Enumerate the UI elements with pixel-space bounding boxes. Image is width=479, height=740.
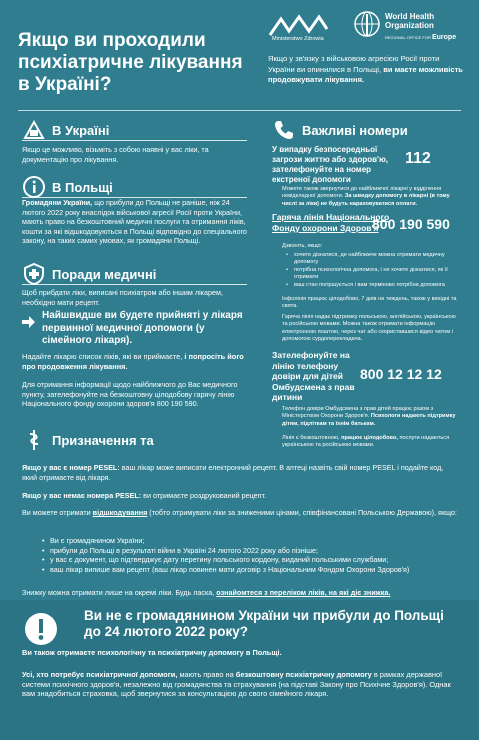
footer-line2-plain: мають право на: [179, 670, 234, 679]
section-in-poland: [22, 175, 113, 199]
in-poland-body: що прибули до Польщі не раніше, ніж 24 лютого 2022 року внаслідок військової агресії Росії проти України, мають право на безкоштовний медичні послуги та отримання ліків, кошти за які відшкодовуються в Польщі відповідно до спеціального закону, на таких самих умовах, як громадяни Польщі.: [22, 198, 247, 246]
section-heading: Призначення та: [52, 432, 154, 448]
who-name: World Health Organization: [385, 12, 435, 30]
refund-list: [40, 536, 460, 574]
logos: [267, 8, 467, 48]
emergency-label: У випадку безпосередньої загрози життю або здоров'ю, зателефонуйте на номер екстреної допомоги: [272, 145, 389, 184]
section-heading: В Україні: [52, 122, 110, 138]
intro: [268, 54, 468, 86]
who-region-name: Europe: [431, 34, 457, 41]
hotline-label: Гаряча лінія Національного Фонду охорони Здоров'я: [272, 212, 390, 233]
footer-line2-rest: в рамках державної системи психічного здоров'я, незалежно від громадянства та страхування (на підставі Закону про Психічне Здоров'я). Однак вам знадобиться страховка, щоб звернутися за консультацією до свого сімейного лікаря.: [22, 670, 451, 699]
hotline-number[interactable]: 800 190 590: [372, 216, 450, 232]
hotline-list: [284, 252, 459, 289]
pharmacy-icon: [22, 428, 46, 452]
ombudsman-hours-rest: послуги надаються українською та російською мовами.: [282, 435, 450, 449]
page-title: Якщо ви проходили психіатричне лікування в Україні?: [18, 30, 243, 95]
who-region: [385, 34, 456, 41]
suitcase-icon: [22, 118, 46, 142]
section-important-numbers: [272, 118, 408, 142]
emergency-note-plain: Можете також звернутися до найближчої лікарні у відділення невідкладної допомоги.: [282, 186, 442, 200]
who-emblem-icon: [353, 10, 381, 38]
ombudsman-hours-bold: працює цілодобово,: [341, 435, 398, 441]
footer-line1: Ви також отримаєте психологічну та психіатричну допомогу в Польщі.: [22, 648, 282, 657]
hotline-intro: Дзвоніть, якщо:: [282, 243, 323, 249]
intro-bold: ви маєте можливість продовжувати лікування.: [268, 64, 463, 84]
footer-line2-bold: Усі, хто потребує психіатричної допомоги,: [22, 670, 178, 679]
ombudsman-hours: [282, 435, 460, 450]
nopesel-body: ви отримаєте роздрукований рецепт.: [143, 491, 267, 500]
in-ukraine-text: Якщо це можливо, візьміть з собою наявні у вас ліки, та документацію про лікування.: [22, 145, 209, 164]
emergency-note: [282, 186, 462, 208]
section-medical-tips: [22, 262, 156, 286]
pesel-bold: Якщо у вас є номер PESEL:: [22, 463, 120, 472]
arrow-right-icon: [20, 314, 36, 330]
step1-plain: Надайте лікарю список ліків, які ви приймаєте,: [22, 352, 183, 361]
ombudsman-hours-plain: Лінія є безкоштовною,: [282, 435, 340, 441]
ombudsman-note-bold: Психологи надають підтримку дітям, підліткам та їхнім батькам.: [282, 413, 456, 427]
list-item: • ваш лікар випише вам рецепт (ваш лікар повинен мати договір з Національним Фондом Охорони Здоров'я): [40, 565, 460, 575]
section-heading: Важливі номери: [302, 122, 408, 138]
footer: [0, 600, 479, 740]
intro-text: Якщо у зв'язку з військовою агресією Росії проти України ви опинилися в Польщі,: [268, 54, 440, 74]
section-in-ukraine: [22, 118, 109, 142]
step1-bold: і попросіть його про продовження лікування.: [22, 352, 244, 371]
ombudsman-note-plain: Телефон довіри Омбудсмена з прав дітей працює разом з Міністерством Охорони Здоров'я.: [282, 406, 434, 420]
refund-bold: відшкодування: [92, 508, 148, 517]
list-item: • потрібна психологічна допомога, і не хочете дізнатися, як її отримати: [284, 267, 459, 282]
hotline-langs: Гаряча лінія надає підтримку польською, англійською, українською та російською мовами. Можна також отримати інформацію електронною поштою, через чат або скориставшися відео чатом і допомогою сурдоперекладача.: [282, 314, 456, 343]
refund-rest: (тобто отримувати ліки за зниженими цінами, співфінансовані Польською Державою), якщо:: [149, 508, 457, 517]
phone-icon: [272, 118, 296, 142]
exclamation-icon: [22, 610, 60, 648]
list-item: • у вас є документ, що підтверджує дату перетину польського кордону, виданий польськими службами;: [40, 555, 460, 565]
list-item: • хочете дізнатися, де найближче можна отримати медичну допомогу: [284, 252, 459, 267]
footer-line2-bold2: безкоштовну психіатричну допомогу: [235, 670, 372, 679]
step1-text: [22, 352, 247, 371]
header: [0, 0, 479, 112]
section-heading: В Польщі: [52, 179, 113, 195]
divider: [22, 140, 247, 141]
divider: [18, 110, 461, 111]
ombudsman-note: [282, 406, 460, 428]
discount-text: [22, 588, 472, 598]
divider: [22, 284, 247, 285]
nopesel-bold: Якщо у вас немає номера PESEL:: [22, 491, 142, 500]
step2-text: Для отримання інформації щодо найближчого до Вас медичного пункту, зателефонуйте на безкоштовну цілодобову гарячу лінію Національного фонду охорони здоров'я 800 190 590.: [22, 380, 238, 409]
list-item: • прибули до Польщі в результаті війни в Україні 24 лютого 2022 року або пізніше;: [40, 546, 460, 556]
emergency-number[interactable]: 112: [405, 150, 431, 167]
list-item: • Ви є громадянином України;: [40, 536, 460, 546]
in-poland-text: [22, 198, 250, 246]
list-item: • ваш стан погіршується і вам терміново потрібна допомога: [284, 282, 459, 289]
ombudsman-number[interactable]: 800 12 12 12: [360, 366, 442, 382]
discount-link[interactable]: ознайомтеся з переліком ліків, на які діє знижка.: [216, 588, 391, 597]
refund-text: [22, 508, 460, 518]
pesel-text: [22, 463, 460, 482]
section-prescription: [22, 428, 154, 452]
emergency-note-bold: За швидку допомогу в лікарні (в тому числі за ліки) не будуть нараховуватися оплати.: [282, 193, 450, 207]
medical-tips-text: Щоб прибдати ліки, виписані психіатром або іншим лікарем, необхідно мати рецепт.: [22, 288, 223, 307]
medical-cross-icon: [22, 262, 46, 286]
discount-plain: Знижку можна отримати лише на окремі ліки. Будь ласка,: [22, 588, 215, 597]
refund-plain: Ви можете отримати: [22, 508, 91, 517]
footer-question: Ви не є громадянином України чи прибули до Польщі до 24 лютого 2022 року?: [84, 608, 444, 639]
who-subtitle: REGIONAL OFFICE FOR: [385, 35, 431, 40]
nopesel-text: [22, 491, 460, 501]
info-icon: [22, 175, 46, 199]
pesel-body: ваш лікар може виписати електронний рецепт. В аптеці назвіть свій номер PESEL і подайте код, який отримаєте від лікаря.: [22, 463, 444, 482]
in-poland-bold: Громадяни України,: [22, 198, 93, 207]
footer-line2: [22, 670, 462, 699]
ministry-name: Ministerstwo Zdrowia: [272, 36, 324, 42]
callout-text: Найшвидше ви будете прийняті у лікаря первинної медичної допомоги (у сімейного лікаря).: [42, 310, 243, 346]
ombudsman-label: Зателефонуйте на лінію телефону довіри для дітей Омбудсмена з прав дитини: [272, 350, 355, 402]
section-heading: Поради медичні: [52, 266, 157, 282]
hotline-hours: Інфолінія працює цілодобово, 7 днів на тиждень, також у вихідні та свята.: [282, 296, 457, 310]
